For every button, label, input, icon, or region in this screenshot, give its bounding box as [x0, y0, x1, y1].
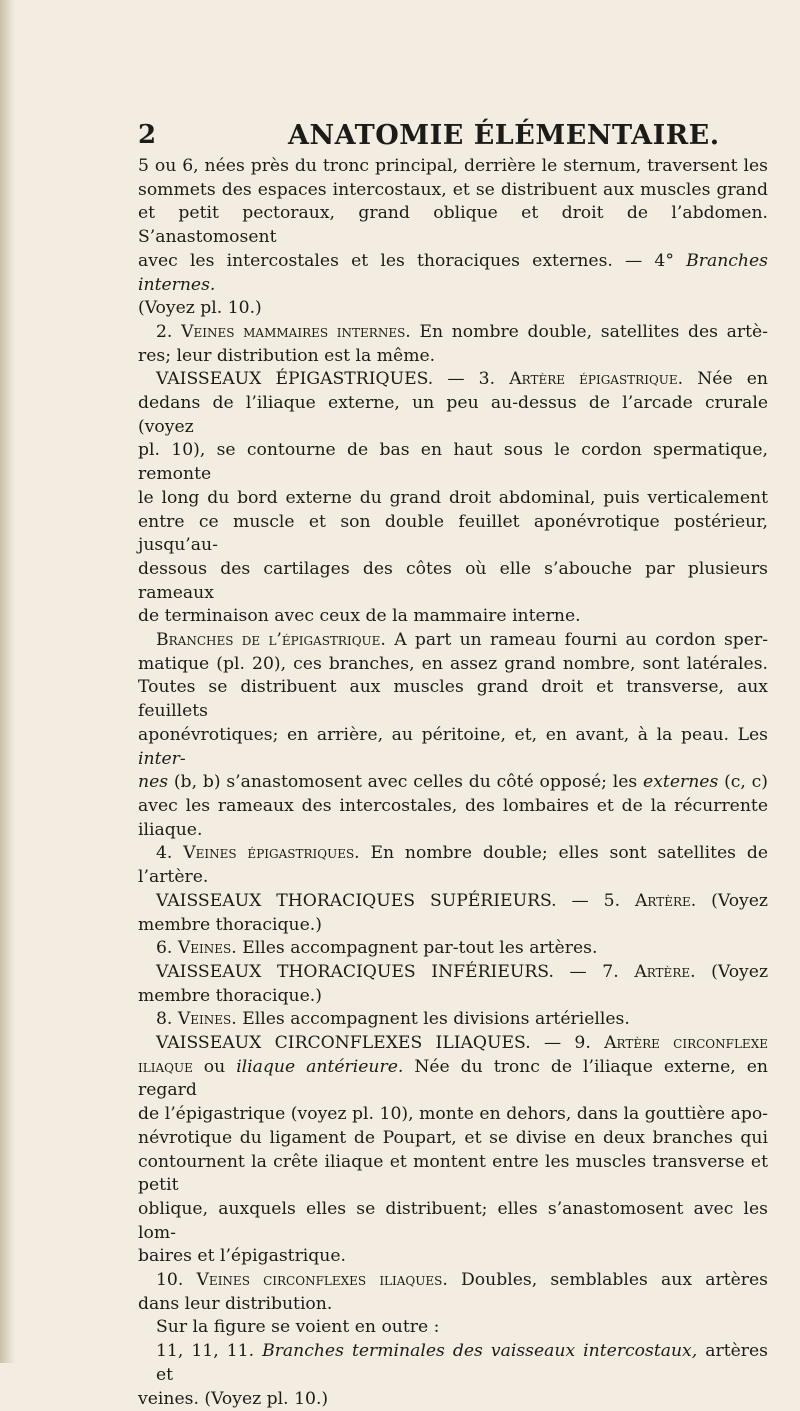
- text-span: A part un rameau fourni au cordon sper-: [385, 630, 769, 651]
- text-span: Branches de l’épigastrique.: [156, 630, 386, 651]
- running-title: ANATOMIE ÉLÉMENTAIRE.: [288, 120, 720, 151]
- text-line: [138, 1056, 768, 1103]
- text-line: [138, 819, 768, 843]
- text-span: contournent la crête iliaque et montent entre les muscles transverse et petit: [138, 1151, 768, 1196]
- text-span: l’artère.: [138, 867, 209, 888]
- text-span: Elles accompagnent les divisions artérielles.: [236, 1009, 630, 1030]
- text-line: [138, 439, 768, 486]
- text-line: [138, 1245, 768, 1269]
- text-line: [138, 1103, 768, 1127]
- text-line: [138, 985, 768, 1009]
- text-span: entre ce muscle et son double feuillet aponévrotique postérieur, jusqu’au-: [138, 511, 768, 556]
- text-line: [138, 179, 768, 203]
- text-line: [138, 937, 768, 961]
- text-line: [138, 250, 768, 297]
- text-span: VAISSEAUX THORACIQUES INFÉRIEURS. — 7.: [156, 961, 635, 982]
- text-line: [138, 1008, 768, 1032]
- page-header: [138, 120, 768, 160]
- text-line: [138, 866, 768, 890]
- text-line: [138, 795, 768, 819]
- text-span: pl. 10), se contourne de bas en haut sous le cordon spermatique, remonte: [138, 440, 768, 485]
- text-line: [138, 1340, 768, 1387]
- text-span: VAISSEAUX THORACIQUES SUPÉRIEURS. — 5.: [156, 890, 635, 911]
- text-line: [138, 605, 768, 629]
- text-line: [138, 368, 768, 392]
- text-span: VAISSEAUX CIRCONFLEXES ILIAQUES. — 9.: [156, 1033, 605, 1054]
- text-span: En nombre double; elles sont satellites de: [359, 843, 768, 864]
- text-span: membre thoracique.): [138, 985, 322, 1006]
- text-span: Née en: [683, 369, 768, 390]
- text-span: Née du tronc de l’iliaque externe, en regard: [138, 1056, 768, 1101]
- text-line: [138, 392, 768, 439]
- text-line: [138, 297, 768, 321]
- body-text: [138, 155, 768, 1411]
- text-span: baires et l’épigastrique.: [138, 1246, 346, 1267]
- text-line: [138, 842, 768, 866]
- text-span: 2.: [156, 321, 182, 342]
- text-span: 6.: [156, 938, 178, 959]
- text-span: sommets des espaces intercostaux, et se distribuent aux muscles grand: [138, 179, 768, 200]
- text-span: névrotique du ligament de Poupart, et se divise en deux branches qui: [138, 1127, 768, 1148]
- text-span: iliaque antérieure.: [236, 1056, 404, 1077]
- text-span: Toutes se distribuent aux muscles grand droit et transverse, aux feuillets: [138, 677, 768, 722]
- page-edge-shadow: [0, 0, 16, 1363]
- text-line: [138, 511, 768, 558]
- text-line: [138, 724, 768, 771]
- text-span: artères et: [156, 1341, 768, 1385]
- text-line: [138, 676, 768, 723]
- text-span: inter-: [138, 748, 186, 769]
- text-span: Artère épigastrique.: [509, 369, 684, 390]
- text-line: [138, 155, 768, 179]
- text-line: [138, 961, 768, 985]
- text-span: (Voyez: [696, 890, 768, 911]
- text-line: [138, 1151, 768, 1198]
- text-span: (b, b) s’anastomosent avec celles du côté opposé; les: [168, 772, 644, 793]
- text-span: externes: [643, 772, 719, 793]
- text-line: [138, 558, 768, 605]
- text-span: Veines.: [177, 1009, 237, 1030]
- text-span: Elles accompagnent par-tout les artères.: [236, 938, 598, 959]
- text-span: 8.: [156, 1009, 178, 1030]
- text-line: [138, 771, 768, 795]
- text-span: Doubles, semblables aux artères: [447, 1270, 768, 1291]
- text-span: et petit pectoraux, grand oblique et droit de l’abdomen. S’anastomosent: [138, 203, 768, 248]
- text-span: Veines.: [177, 938, 237, 959]
- text-span: Artère.: [634, 961, 696, 982]
- text-span: Artère.: [634, 890, 697, 911]
- text-span: res; leur distribution est la même.: [138, 345, 436, 366]
- text-span: VAISSEAUX ÉPIGASTRIQUES. — 3.: [156, 369, 510, 390]
- text-span: dedans de l’iliaque externe, un peu au-dessus de l’arcade crurale (voyez: [138, 393, 768, 437]
- text-span: le long du bord externe du grand droit abdominal, puis verticalement: [138, 487, 768, 508]
- page-number: 2: [138, 120, 157, 150]
- text-span: Veines circonflexes iliaques.: [196, 1270, 448, 1291]
- text-span: Veines épigastriques.: [183, 843, 360, 864]
- text-span: de l’épigastrique (voyez pl. 10), monte en dehors, dans la gouttière apo-: [138, 1104, 768, 1125]
- text-line: [138, 1269, 768, 1293]
- text-span: 4.: [156, 843, 184, 864]
- text-line: [138, 890, 768, 914]
- text-span: Veines mammaires internes.: [181, 321, 411, 342]
- text-span: Artère circonflexe: [604, 1033, 768, 1054]
- text-line: [138, 1316, 768, 1340]
- text-line: [138, 1127, 768, 1151]
- text-span: (c, c): [718, 772, 768, 793]
- text-span: 11, 11, 11.: [156, 1341, 263, 1362]
- text-line: [138, 487, 768, 511]
- text-span: matique (pl. 20), ces branches, en assez grand nombre, sont latérales.: [138, 653, 768, 674]
- text-line: [138, 914, 768, 938]
- text-span: de terminaison avec ceux de la mammaire interne.: [138, 606, 581, 627]
- text-line: [138, 1293, 768, 1317]
- text-span: Branches terminales des vaisseaux intercostaux,: [262, 1341, 698, 1362]
- text-span: Branches internes.: [138, 250, 768, 295]
- text-span: avec les rameaux des intercostales, des lombaires et de la récurrente: [138, 795, 768, 816]
- text-line: [138, 1198, 768, 1245]
- text-line: [138, 202, 768, 249]
- text-span: iliaque.: [138, 819, 203, 840]
- text-line: [138, 345, 768, 369]
- text-span: 10.: [156, 1270, 197, 1291]
- text-span: nes: [138, 772, 169, 793]
- text-span: avec les intercostales et les thoraciques externes. — 4°: [138, 250, 687, 271]
- text-span: oblique, auxquels elles se distribuent; elles s’anastomosent avec les lom-: [138, 1198, 768, 1243]
- text-line: [138, 629, 768, 653]
- text-line: [138, 1032, 768, 1056]
- text-span: dans leur distribution.: [138, 1293, 333, 1314]
- text-span: (Voyez: [695, 961, 768, 982]
- text-span: aponévrotiques; en arrière, au péritoine, et, en avant, à la peau. Les: [138, 724, 768, 745]
- text-span: veines. (Voyez pl. 10.): [138, 1388, 329, 1409]
- text-span: dessous des cartilages des côtes où elle s’abouche par plusieurs rameaux: [138, 558, 768, 603]
- text-line: [138, 321, 768, 345]
- text-span: 5 ou 6, nées près du tronc principal, derrière le sternum, traversent les: [138, 156, 768, 176]
- text-span: ou: [192, 1056, 237, 1077]
- text-span: iliaque: [138, 1056, 193, 1077]
- text-span: (Voyez pl. 10.): [138, 298, 262, 319]
- text-span: membre thoracique.): [138, 914, 322, 935]
- text-line: [138, 1388, 768, 1411]
- text-span: En nombre double, satellites des artè-: [410, 321, 768, 342]
- text-line: [138, 653, 768, 677]
- text-span: Sur la figure se voient en outre :: [156, 1317, 440, 1338]
